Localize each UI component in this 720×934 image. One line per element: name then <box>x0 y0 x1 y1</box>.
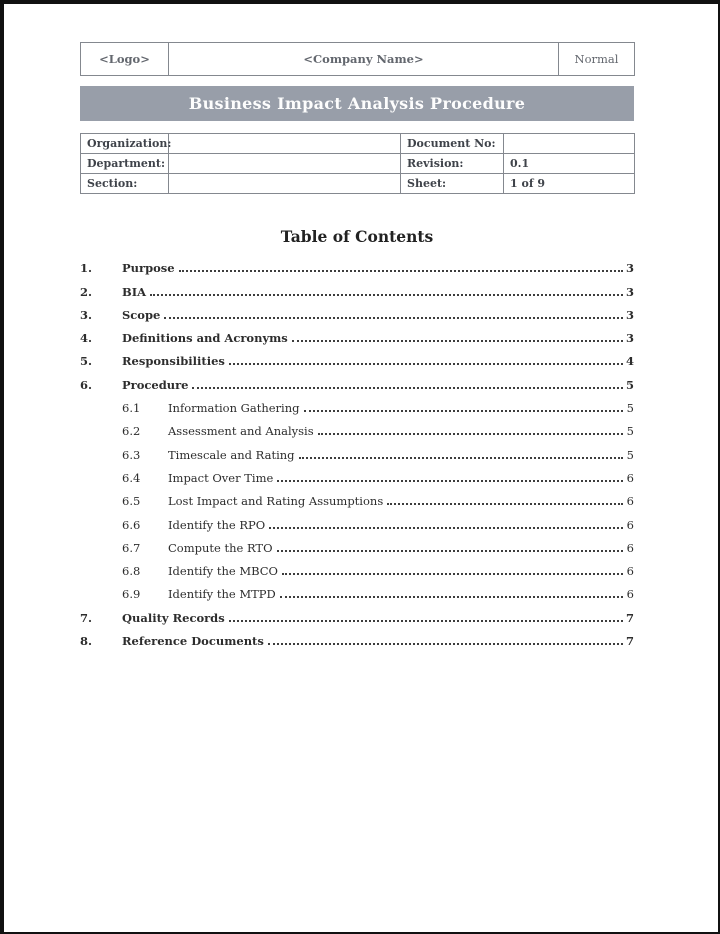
toc-entry-number: 6.1 <box>122 401 141 416</box>
toc-dot-leader <box>179 270 623 272</box>
toc-dot-leader <box>282 573 623 575</box>
toc-entry-number: 1. <box>80 261 93 276</box>
toc-entry-label: BIA <box>122 284 147 299</box>
header-table <box>80 42 635 76</box>
toc-entry-number: 8. <box>80 634 93 649</box>
toc-entry-label: Purpose <box>122 261 175 276</box>
toc-entry-page: 6 <box>626 470 634 485</box>
toc-entry-label: Procedure <box>122 377 189 392</box>
document-title: Business Impact Analysis Procedure <box>188 94 526 113</box>
toc-entry-page: 5 <box>625 377 634 392</box>
toc-entry-label: Scope <box>122 307 161 322</box>
revision-label: Revision: <box>401 154 504 174</box>
toc-entry-page: 3 <box>625 307 634 322</box>
toc-entry-label: Information Gathering <box>168 401 300 416</box>
table-row <box>81 134 635 154</box>
toc-entry-page: 6 <box>626 494 634 509</box>
toc-dot-leader <box>192 387 623 389</box>
toc-entry-assessment-analysis <box>80 419 634 442</box>
toc-entry-responsibilities <box>80 349 634 372</box>
toc-entry-page: 3 <box>625 331 634 346</box>
toc-entry-number: 4. <box>80 331 93 346</box>
company-name-placeholder: <Company Name> <box>169 43 559 76</box>
toc-entry-page: 5 <box>626 447 634 462</box>
toc-entry-number: 6.8 <box>122 564 141 579</box>
section-value <box>169 174 401 194</box>
toc-entry-impact-over-time <box>80 466 634 489</box>
toc-dot-leader <box>164 317 623 319</box>
toc-dot-leader <box>229 620 623 622</box>
toc-entry-label: Impact Over Time <box>168 470 274 485</box>
toc-entry-procedure <box>80 372 634 395</box>
organization-value <box>169 134 401 154</box>
toc-entry-definitions <box>80 326 634 349</box>
organization-label: Organization: <box>81 134 169 154</box>
toc-entry-number: 6.9 <box>122 587 141 602</box>
toc-entry-page: 6 <box>626 517 634 532</box>
toc-dot-leader <box>387 503 623 505</box>
toc-entry-timescale-rating <box>80 442 634 465</box>
toc-entry-quality-records <box>80 605 634 628</box>
toc-entry-page: 3 <box>625 284 634 299</box>
document-no-value <box>504 134 635 154</box>
toc-entry-number: 2. <box>80 284 93 299</box>
toc-entry-number: 6.7 <box>122 540 141 555</box>
toc-entry-compute-rto <box>80 536 634 559</box>
toc-entry-identify-mtpd <box>80 582 634 605</box>
toc-entry-identify-mbco <box>80 559 634 582</box>
toc-dot-leader <box>229 363 623 365</box>
toc-entry-label: Lost Impact and Rating Assumptions <box>168 494 384 509</box>
toc-dot-leader <box>269 527 623 529</box>
sheet-value: 1 of 9 <box>504 174 635 194</box>
toc-dot-leader <box>304 410 624 412</box>
toc-title: Table of Contents <box>280 227 434 246</box>
toc-entry-page: 5 <box>626 401 634 416</box>
toc-entry-page: 3 <box>625 261 634 276</box>
toc-entry-page: 7 <box>625 610 634 625</box>
toc-dot-leader <box>277 550 623 552</box>
logo-placeholder: <Logo> <box>81 43 169 76</box>
metadata-table <box>80 133 635 194</box>
toc-entry-scope <box>80 303 634 326</box>
toc-entry-label: Quality Records <box>122 610 225 625</box>
toc-dot-leader <box>280 596 623 598</box>
section-label: Section: <box>81 174 169 194</box>
toc-dot-leader <box>299 457 623 459</box>
sheet-label: Sheet: <box>401 174 504 194</box>
toc-entry-number: 6.5 <box>122 494 141 509</box>
table-row <box>81 174 635 194</box>
toc-entry-number: 6.2 <box>122 424 141 439</box>
toc-dot-leader <box>318 433 623 435</box>
revision-value: 0.1 <box>504 154 635 174</box>
toc-entry-label: Definitions and Acronyms <box>122 331 288 346</box>
toc-entry-page: 5 <box>626 424 634 439</box>
toc-entry-information-gathering <box>80 396 634 419</box>
toc-list <box>80 256 634 652</box>
table-row <box>81 154 635 174</box>
document-no-label: Document No: <box>401 134 504 154</box>
toc-entry-number: 5. <box>80 354 93 369</box>
toc-entry-label: Compute the RTO <box>168 540 273 555</box>
toc-entry-number: 6.3 <box>122 447 141 462</box>
toc-entry-identify-rpo <box>80 512 634 535</box>
toc-entry-reference-documents <box>80 629 634 652</box>
page-content <box>80 42 634 652</box>
toc-entry-page: 6 <box>626 540 634 555</box>
toc-entry-label: Identify the MBCO <box>168 564 278 579</box>
toc-entry-number: 6.4 <box>122 470 141 485</box>
toc-dot-leader <box>150 294 623 296</box>
toc-entry-page: 6 <box>626 587 634 602</box>
toc-entry-label: Assessment and Analysis <box>168 424 314 439</box>
toc-entry-number: 6. <box>80 377 93 392</box>
toc-entry-number: 7. <box>80 610 93 625</box>
toc-dot-leader <box>268 643 623 645</box>
toc-entry-page: 7 <box>625 634 634 649</box>
toc-dot-leader <box>292 340 623 342</box>
title-banner <box>80 86 634 121</box>
toc-entry-purpose <box>80 256 634 279</box>
toc-entry-page: 4 <box>625 354 634 369</box>
document-status: Normal <box>559 43 635 76</box>
toc-entry-bia <box>80 279 634 302</box>
toc-entry-label: Reference Documents <box>122 634 264 649</box>
department-label: Department: <box>81 154 169 174</box>
toc-entry-label: Timescale and Rating <box>168 447 295 462</box>
toc-entry-label: Identify the RPO <box>168 517 266 532</box>
toc-entry-number: 6.6 <box>122 517 141 532</box>
toc-entry-label: Responsibilities <box>122 354 225 369</box>
department-value <box>169 154 401 174</box>
toc-entry-lost-impact <box>80 489 634 512</box>
toc-dot-leader <box>277 480 623 482</box>
toc-entry-page: 6 <box>626 564 634 579</box>
toc-entry-label: Identify the MTPD <box>168 587 276 602</box>
toc-entry-number: 3. <box>80 307 93 322</box>
